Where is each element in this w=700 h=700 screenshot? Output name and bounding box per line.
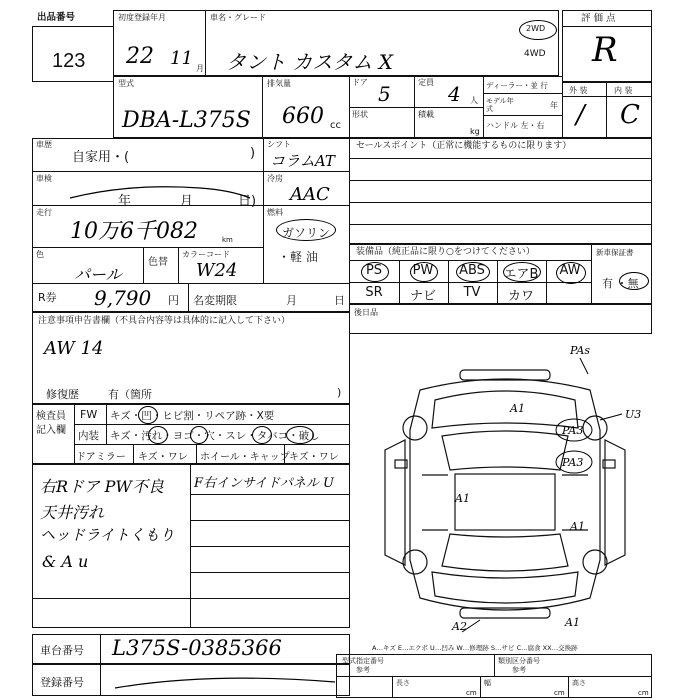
selling-points-box — [349, 138, 652, 244]
inspector-line-2 — [74, 444, 350, 445]
mileage-unit: km — [222, 236, 233, 244]
drive-4wd: 4WD — [524, 49, 546, 59]
cooling-value: AAC — [290, 184, 330, 205]
dim-divider-1 — [392, 676, 393, 698]
chassis-value: L375S-0385366 — [112, 636, 282, 660]
eq-line-1 — [349, 260, 592, 261]
color-swap-label: 色替 — [148, 257, 168, 268]
mark-a1-left: A1 — [455, 492, 470, 505]
usage-line-4 — [32, 283, 350, 284]
repair-value: 有（箇所 — [108, 388, 152, 401]
equip-airbag: エアB — [503, 267, 539, 282]
inspector-circle-1 — [138, 406, 158, 424]
fuel-divider — [263, 205, 264, 283]
fuel-gas-circle — [276, 219, 336, 241]
eq-col-3 — [497, 260, 498, 304]
eq-col-4 — [546, 260, 547, 304]
repair-close: ) — [337, 386, 342, 399]
ext-int-line — [562, 96, 652, 97]
displacement-label: 排気量 — [267, 79, 291, 88]
notes-rule-1 — [190, 494, 350, 495]
inspector-divider — [74, 404, 75, 464]
equip-pw-circle — [410, 262, 438, 282]
inspector-note-2: 天井汚れ — [40, 503, 105, 522]
fuel-light-oil: ・軽 油 — [278, 250, 318, 264]
lot-label: 出品番号 — [37, 12, 76, 23]
aftermarket-label: 後日品 — [354, 308, 378, 317]
capacity-label: 定員 — [418, 78, 434, 87]
mileage-label: 走行 — [36, 208, 52, 217]
color-code-label: カラーコード — [182, 250, 230, 259]
equip-abs: ABS — [459, 263, 485, 278]
equip-navi: ナビ — [409, 289, 436, 304]
cert-mid-line — [336, 676, 652, 677]
first-reg-unit: 月 — [196, 64, 204, 73]
inspector-interior-label: 内装 — [78, 430, 99, 442]
registration-strike — [110, 670, 340, 694]
inspector-label-1: 検査員 — [36, 411, 66, 422]
equip-airbag-circle — [503, 262, 541, 282]
width-label: 幅 — [484, 679, 491, 687]
mark-a1-hood: A1 — [510, 402, 525, 415]
inspector-col-3 — [196, 444, 197, 464]
mark-a1-right: A1 — [570, 520, 585, 533]
dealer-line — [483, 93, 563, 94]
selling-points-title: セールスポイント（正常に機能するものに限ります） — [356, 141, 572, 151]
notes-rule-5 — [190, 598, 350, 599]
cert-label: 型式指定番号 — [342, 657, 384, 665]
notes-rule-2 — [190, 520, 350, 521]
notes-content: AW 14 — [44, 338, 104, 359]
dim-divider-2 — [480, 676, 481, 698]
inspector-circle-4 — [252, 426, 272, 444]
car-name: タント カスタム X — [226, 50, 393, 74]
fuel-gas: ガソリン — [282, 226, 331, 240]
inspection-label: 車検 — [36, 174, 52, 183]
inspection-year: 年 — [118, 194, 132, 209]
interior-value: C — [620, 100, 640, 130]
cert-sub: 参考 — [356, 666, 370, 674]
displacement-unit: cc — [330, 120, 341, 131]
inspector-fw-label: FW — [80, 408, 98, 421]
notes-rule-4 — [190, 572, 350, 573]
mark-pa3-b: PA3 — [562, 456, 584, 469]
model-year-line — [483, 115, 563, 116]
class-label: 類別区分番号 — [498, 657, 540, 665]
shift-divider — [263, 138, 264, 172]
aftermarket-box — [349, 304, 652, 334]
model-label: 型式 — [118, 79, 134, 88]
inspector-line-1 — [74, 424, 350, 425]
dim-divider-3 — [568, 676, 569, 698]
mark-pa3-a: PA3 — [562, 424, 584, 437]
load-label: 積載 — [418, 110, 434, 119]
interior-label: 内 装 — [614, 86, 633, 95]
name-change-month: 月 — [286, 294, 297, 307]
model-value: DBA-L375S — [122, 108, 251, 133]
usage-line-1 — [32, 171, 350, 172]
model-year-unit: 年 — [550, 101, 558, 110]
mark-pas-label: PAs — [570, 344, 590, 357]
registration-label: 登録番号 — [40, 676, 84, 689]
inspector-col-fw — [106, 404, 107, 444]
handle-label: ハンドル 左・右 — [486, 121, 545, 130]
grade-header-line — [562, 26, 652, 27]
grade-value: R — [592, 30, 618, 70]
displacement-value: 660 — [282, 104, 324, 129]
inspector-interior-items: キズ・汚れ・ヨゴ・穴・スレ・タバコ・破し — [110, 430, 320, 442]
load-unit: kg — [470, 127, 480, 136]
notes-rule-6 — [32, 598, 190, 599]
chassis-divider — [100, 634, 101, 664]
equip-aw-circle — [556, 262, 586, 284]
cooling-label: 冷房 — [267, 174, 283, 183]
mileage-value: 10万6千082 — [70, 219, 198, 244]
name-change-label: 名変期限 — [193, 294, 237, 307]
inspector-circle-5 — [286, 426, 314, 444]
inspector-mirror-label: ドアミラー — [76, 452, 126, 463]
eq-col-2 — [448, 260, 449, 304]
mark-u3-label: U3 — [625, 408, 642, 421]
inspector-label-2: 記入欄 — [36, 425, 66, 436]
car-damage-diagram — [360, 340, 652, 636]
warranty-value: 有 ・無 — [602, 277, 639, 290]
history-label: 車歴 — [36, 140, 52, 149]
inspector-circle-2 — [148, 426, 168, 444]
notes-title: 注意事項申告書欄（不具合内容等は具体的に記入して下さい） — [38, 316, 291, 326]
shape-label: 形状 — [352, 110, 368, 119]
first-reg-label: 初度登録年月 — [118, 13, 166, 22]
sp-line-3 — [349, 202, 652, 203]
class-sub: 参考 — [512, 666, 526, 674]
shift-value: コラムAT — [270, 152, 335, 170]
sp-line-2 — [349, 180, 652, 181]
equip-abs-circle — [456, 262, 490, 282]
inspection-strike — [60, 178, 260, 208]
inspector-fw-items: キズ・凹・ヒビ割・リペア跡・X要 — [110, 410, 275, 422]
equip-ps-circle — [361, 262, 389, 282]
cert-divider — [494, 654, 495, 676]
color-label: 色 — [36, 250, 44, 259]
height-label: 高さ — [572, 679, 586, 687]
equip-pw: PW — [412, 263, 434, 278]
inspector-wheel-items: キズ・ワレ — [289, 452, 339, 463]
inspection-month: 月 — [180, 194, 194, 209]
color-value: パール — [74, 265, 122, 284]
capacity-value: 4 — [448, 82, 461, 106]
grade-label: 評 価 点 — [581, 13, 616, 24]
damage-legend: A…キズ E…エクボ U…凹み W…修理跡 S…サビ C…腐食 XX…交換跡 — [372, 644, 578, 652]
drive-2wd: 2WD — [526, 24, 546, 33]
lot-number: 123 — [52, 50, 86, 72]
equipment-title: 装備品（純正品に限り○をつけてください） — [356, 247, 535, 257]
equip-sr: SR — [365, 285, 383, 300]
inspector-col-2 — [133, 444, 134, 464]
shift-label: シフト — [267, 140, 291, 149]
color-code-value: W24 — [196, 260, 238, 281]
inspection-day: 日) — [238, 194, 257, 209]
length-label: 長さ — [396, 679, 410, 687]
repair-label: 修復歴 — [46, 388, 79, 401]
equip-tv: TV — [463, 285, 481, 300]
mark-a2-rear: A2 — [452, 620, 467, 633]
equip-aw: AW — [559, 263, 581, 278]
width-cm: cm — [554, 689, 565, 697]
usage-line-2 — [32, 205, 350, 206]
car-name-label: 車名・グレード — [210, 13, 266, 22]
recycle-label: R券 — [38, 291, 57, 304]
first-reg-year: 22 — [126, 44, 154, 69]
notes-rule-3 — [190, 546, 350, 547]
history-value: 自家用・( — [72, 150, 130, 165]
first-reg-month: 11 — [170, 48, 193, 69]
usage-line-3 — [32, 247, 263, 248]
name-change-day: 日 — [334, 294, 345, 307]
length-cm: cm — [466, 689, 477, 697]
height-cm: cm — [638, 689, 649, 697]
registration-divider — [100, 664, 101, 696]
doors-value: 5 — [378, 82, 391, 106]
inspector-mirror-items: キズ・ワレ — [138, 452, 188, 463]
model-year-label: モデル年式 — [486, 97, 514, 113]
capacity-unit: 人 — [470, 96, 478, 105]
color-swap-divider — [143, 247, 144, 283]
warranty-label: 新車保証書 — [596, 248, 634, 257]
color-code-divider — [178, 247, 179, 283]
dealer-label: ディーラー・並 行 — [486, 81, 548, 90]
exterior-label: 外 装 — [569, 86, 588, 95]
fuel-label: 燃料 — [267, 208, 283, 217]
equip-leather: カワ — [507, 289, 534, 304]
inspector-note-4: & A u — [42, 552, 89, 571]
inspector-note-3: ヘッドライトくもり — [40, 526, 175, 544]
recycle-unit: 円 — [168, 294, 179, 307]
warranty-circle — [619, 272, 649, 290]
doors-label: ドア — [352, 78, 368, 87]
equip-ps: PS — [365, 263, 383, 278]
chassis-label: 車台番号 — [40, 644, 84, 657]
mark-a1-rear: A1 — [565, 616, 580, 629]
history-close: ) — [250, 146, 256, 161]
inspector-note-1: 右Rドア PW不良 — [40, 477, 164, 496]
cooling-divider — [263, 171, 264, 205]
exterior-value: / — [576, 100, 585, 130]
eq-col-1 — [399, 260, 400, 304]
sp-line-1 — [349, 158, 652, 159]
ext-int-divider — [606, 82, 607, 138]
inspector-col-4 — [284, 444, 285, 464]
inspector-circle-3 — [190, 426, 208, 444]
eq-line-2 — [349, 282, 592, 283]
inspector-wheel-label: ホイール・キャップ — [200, 452, 290, 463]
name-change-divider — [188, 283, 189, 312]
inspector-note-right: F右インサイドパネル U — [194, 476, 334, 491]
sp-line-4 — [349, 224, 652, 225]
recycle-value: 9,790 — [94, 286, 152, 310]
